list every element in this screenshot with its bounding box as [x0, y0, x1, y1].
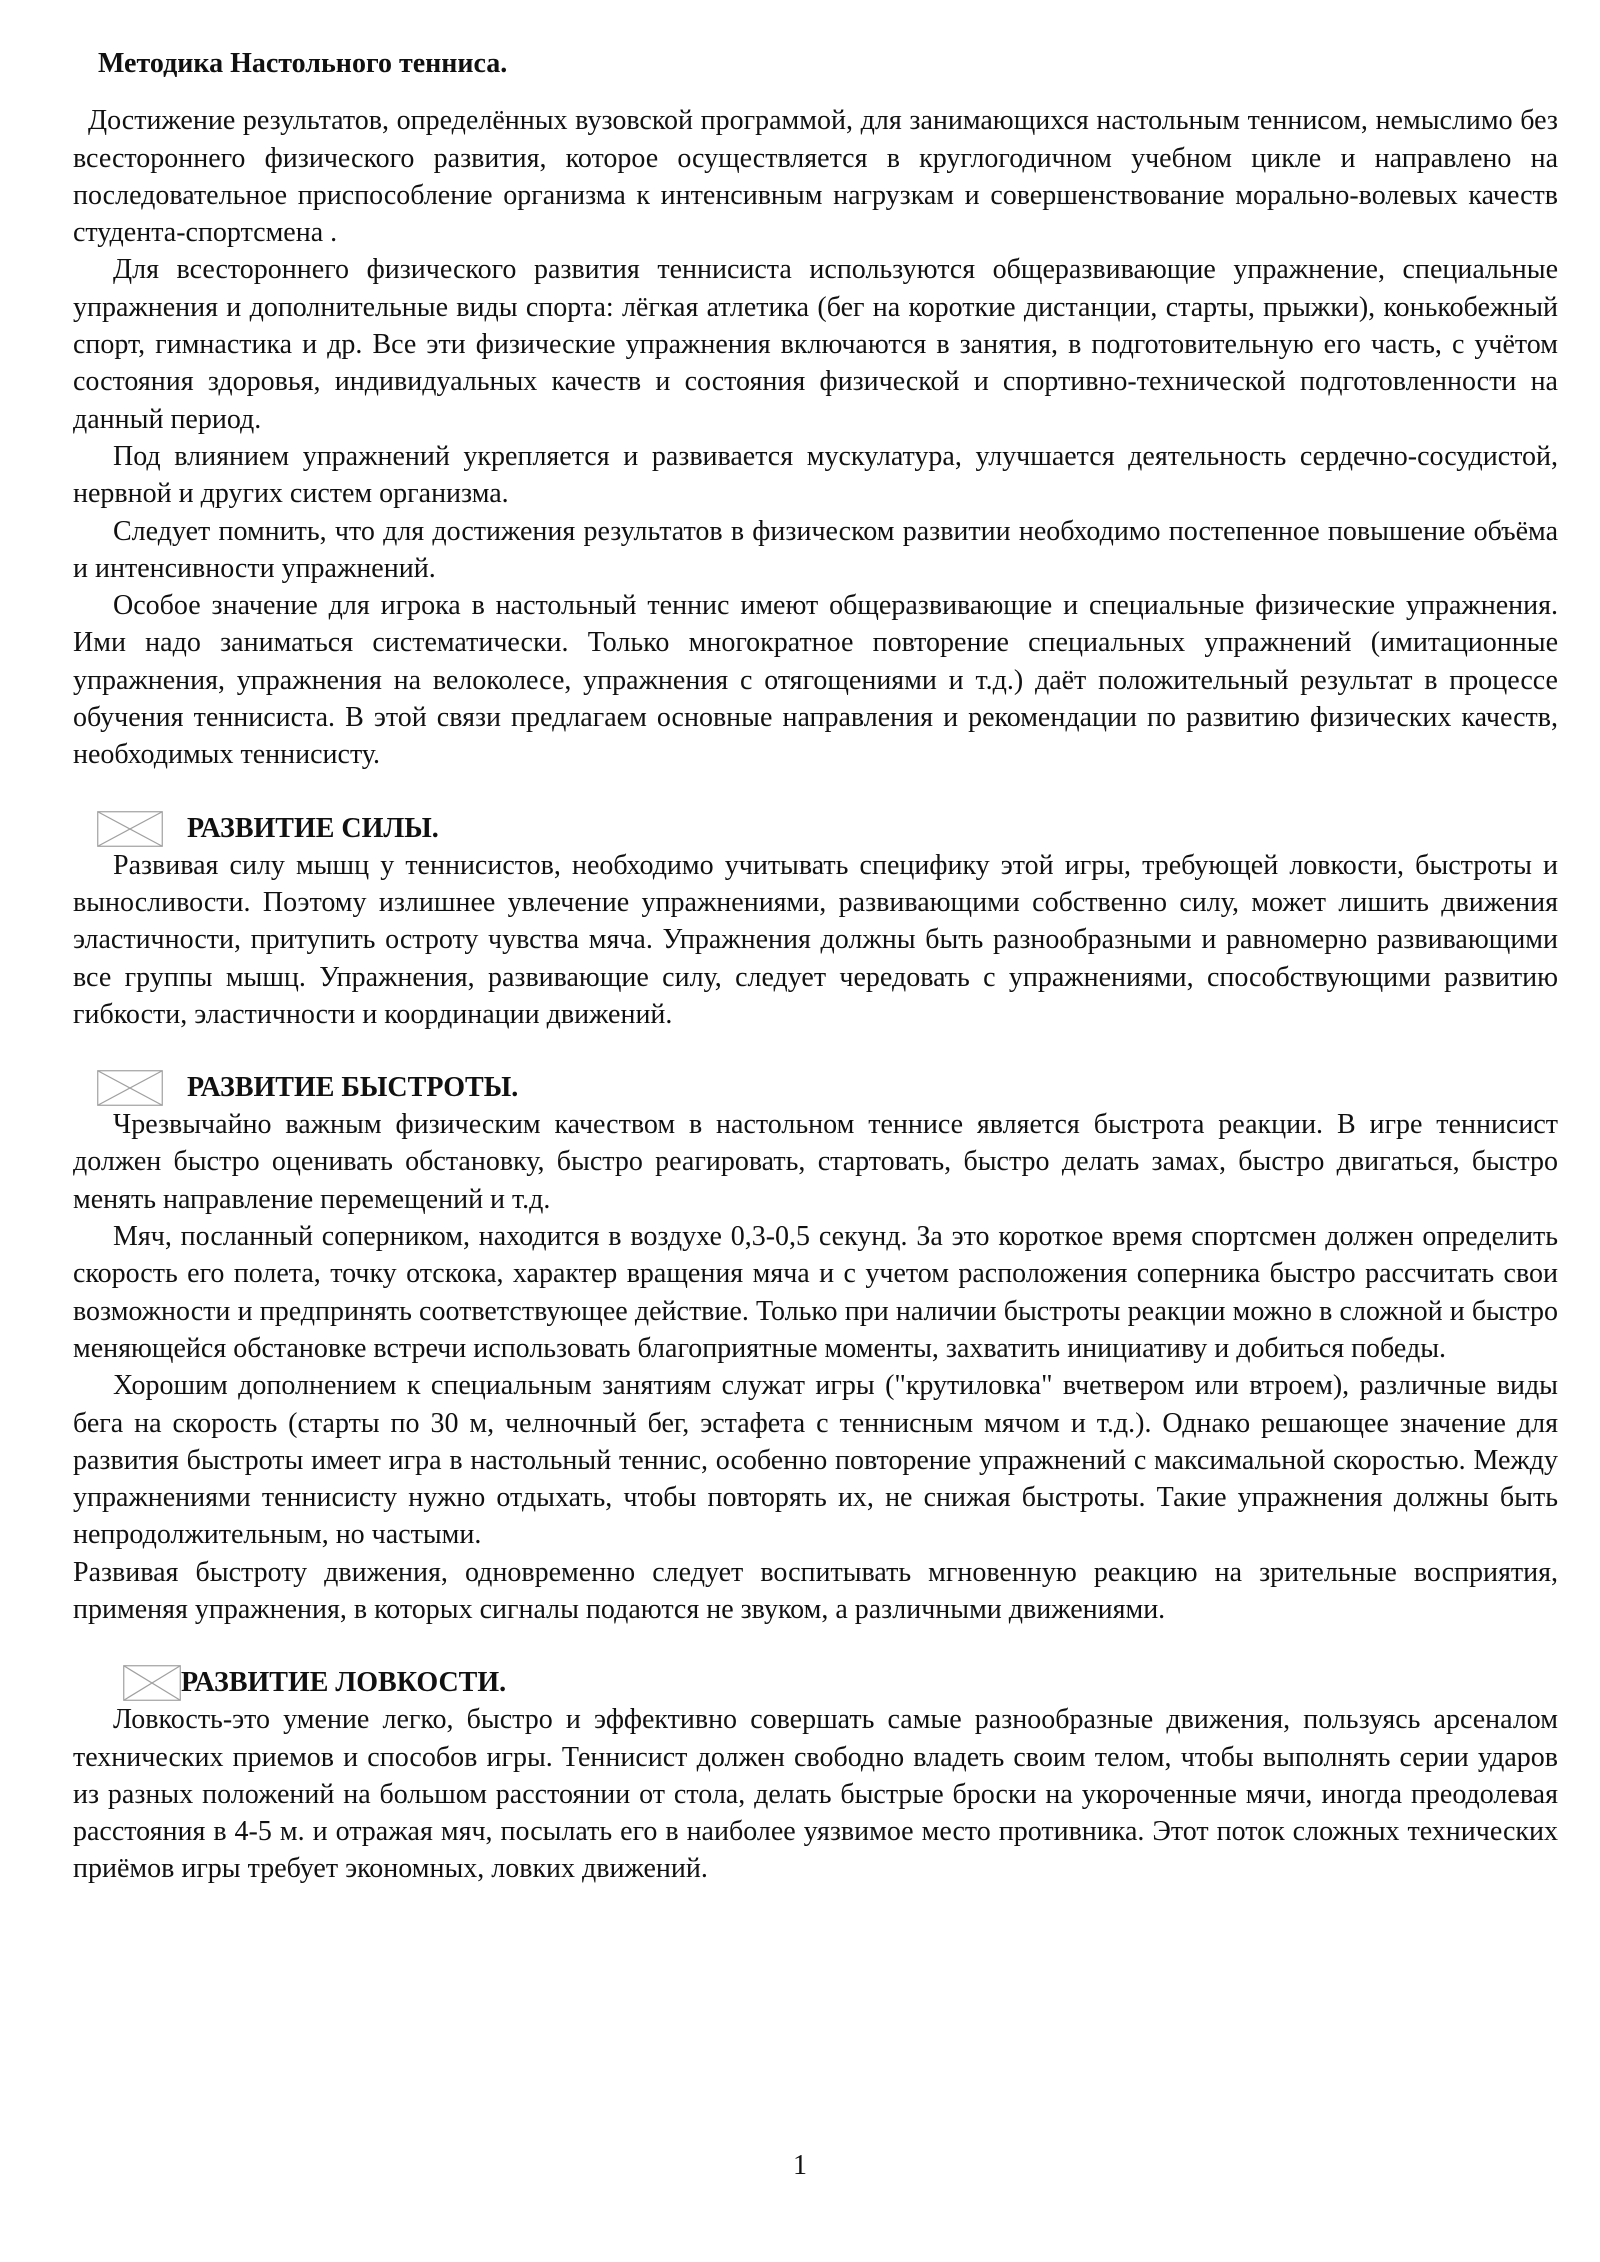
- intro-paragraph: Под влиянием упражнений укрепляется и развивается мускулатура, улучшается деятельность сердечно-сосудистой, нервной и других систем организма.: [73, 440, 1558, 510]
- section-paragraph: Развивая силу мышц у теннисистов, необходимо учитывать специфику этой игры, требующей ловкости, быстроты и выносливости. Поэтому излишнее увлечение упражнениями, развивающими собственно силу, может лишить движения эластичности, притупить остроту чувства мяча. Упражнения должны быть разнообразными и равномерно развивающими все группы мышц. Упражнения, развивающие силу, следует чередовать с упражнениями, способствующими развитию гибкости, эластичности и координации движений.: [73, 849, 1558, 1030]
- section-paragraph: Мяч, посланный соперником, находится в воздухе 0,3-0,5 секунд. За это короткое время спортсмен должен определить скорость его полета, точку отскока, характер вращения мяча и с учетом расположения соперника быстро рассчитать свои возможности и предпринять соответствующее действие. Только при наличии быстроты реакции можно в сложной и быстро меняющейся обстановке встречи использовать благоприятные моменты, захватить инициативу и добиться победы.: [73, 1221, 1558, 1364]
- section-title: РАЗВИТИЕ СИЛЫ.: [187, 812, 439, 844]
- intro-paragraph: Особое значение для игрока в настольный теннис имеют общеразвивающие и специальные физические упражнения. Ими надо заниматься систематически. Только многократное повторение специальных упражнений (имитационные упражнения, упражнения на велоколесе, упражнения с отягощениями и т.д.) даёт положительный результат в процессе обучения теннисиста. В этой связи предлагаем основные направления и рекомендации по развитию физических качеств, необходимых теннисисту.: [73, 590, 1558, 771]
- section-heading-row: [73, 810, 1558, 847]
- section-paragraph: Хорошим дополнением к специальным занятиям служат игры ("крутиловка" вчетвером или втроем), различные виды бега на скорость (старты по 30 м, челночный бег, эстафета с теннисным мячом и т.д.). Однако решающее значение для развития быстроты имеет игра в настольный теннис, особенно повторение упражнений с максимальной скоростью. Между упражнениями теннисисту нужно отдыхать, чтобы повторять их, не снижая быстроты. Такие упражнения должны быть непродолжительным, но частыми.: [73, 1370, 1558, 1551]
- section-speed: [73, 1069, 1558, 1628]
- page-number: 1: [793, 2150, 807, 2181]
- section-strength: [73, 810, 1558, 1033]
- document-title: Методика Настольного тенниса.: [98, 48, 508, 79]
- intro-paragraph: Для всестороннего физического развития теннисиста используются общеразвивающие упражнение, специальные упражнения и дополнительные виды спорта: лёгкая атлетика (бег на короткие дистанции, старты, прыжки), конькобежный спорт, гимнастика и др. Все эти физические упражнения включаются в занятия, в подготовительную его часть, с учётом состояния здоровья, индивидуальных качеств и состояния физической и спортивно-технической подготовленности на данный период.: [73, 254, 1558, 435]
- document-page: [73, 45, 1558, 1888]
- section-title: РАЗВИТИЕ БЫСТРОТЫ.: [187, 1072, 519, 1104]
- section-heading-row: [73, 1069, 1558, 1106]
- broken-image-placeholder-icon: [97, 811, 163, 847]
- section-heading-row: [73, 1664, 1558, 1701]
- section-paragraph: Развивая быстроту движения, одновременно следует воспитывать мгновенную реакцию на зрительные восприятия, применяя упражнения, в которых сигналы подаются не звуком, а различными движениями.: [73, 1556, 1558, 1625]
- section-agility: [73, 1664, 1558, 1887]
- broken-image-placeholder-icon: [97, 1070, 163, 1106]
- intro-block: [73, 102, 1558, 773]
- section-title: РАЗВИТИЕ ЛОВКОСТИ.: [181, 1667, 507, 1699]
- intro-paragraph: Следует помнить, что для достижения результатов в физическом развитии необходимо постепенное повышение объёма и интенсивности упражнений.: [73, 515, 1558, 584]
- intro-paragraph: Достижение результатов, определённых вузовской программой, для занимающихся настольным теннисом, немыслимо без всестороннего физического развития, которое осуществляется в круглогодичном учебном цикле и направлено на последовательное приспособление организма к интенсивным нагрузкам и совершенствование морально-волевых качеств студента-спортсмена .: [73, 105, 1558, 249]
- broken-image-placeholder-icon: [123, 1665, 181, 1701]
- section-paragraph: Ловкость-это умение легко, быстро и эффективно совершать самые разнообразные движения, пользуясь арсеналом технических приемов и способов игры. Теннисист должен свободно владеть своим телом, чтобы выполнять серии ударов из разных положений на большом расстоянии от стола, делать быстрые броски на укороченные мячи, иногда преодолевая расстояния в 4-5 м. и отражая мяч, посылать его в наиболее уязвимое место противника. Этот поток сложных технических приёмов игры требует экономных, ловких движений.: [73, 1704, 1558, 1885]
- section-paragraph: Чрезвычайно важным физическим качеством в настольном теннисе является быстрота реакции. В игре теннисист должен быстро оценивать обстановку, быстро реагировать, стартовать, быстро делать замах, быстро двигаться, быстро менять направление перемещений и т.д.: [73, 1109, 1558, 1215]
